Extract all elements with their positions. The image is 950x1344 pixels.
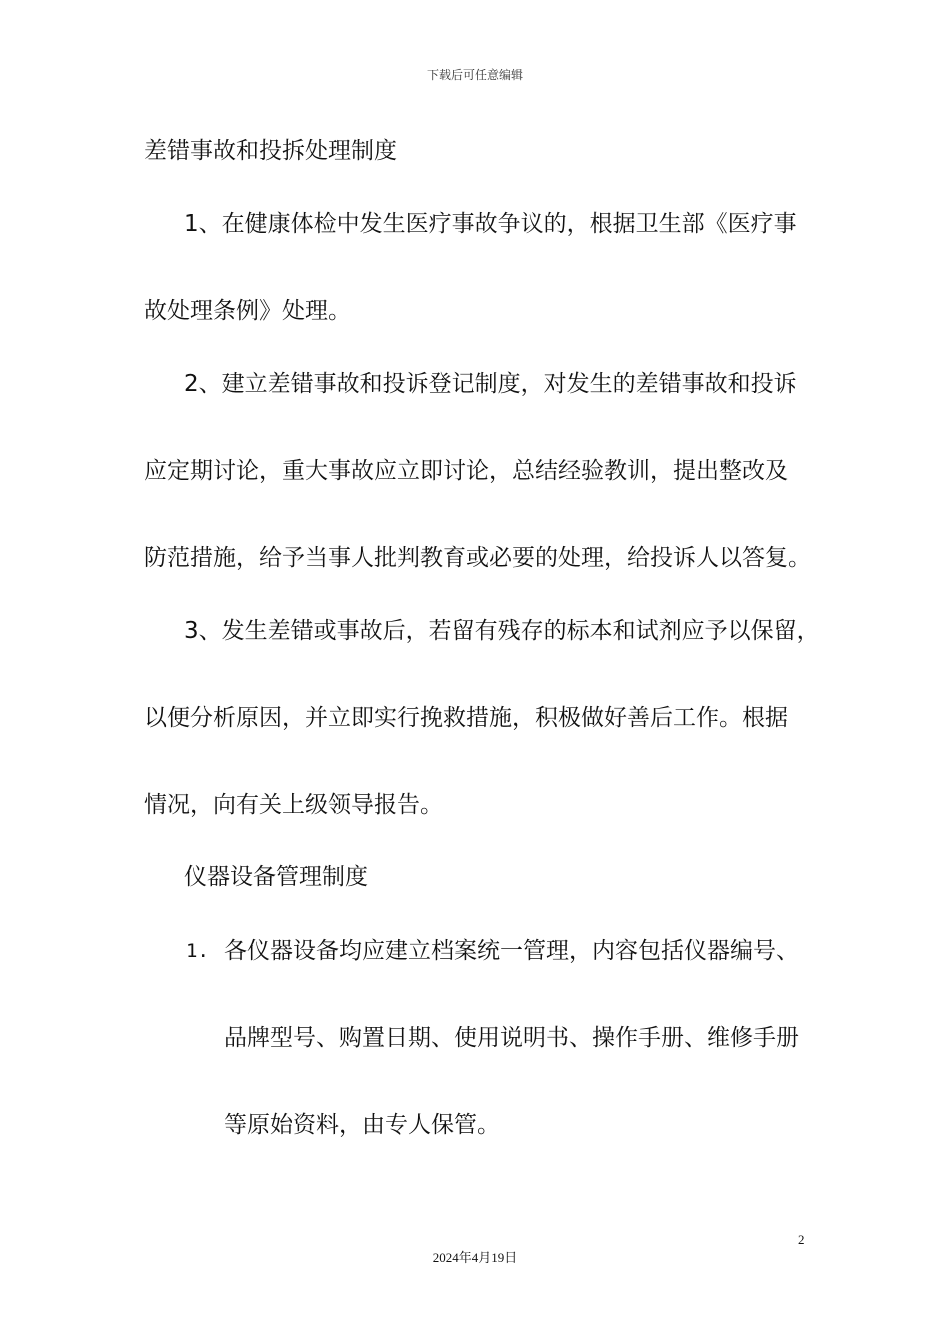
section-title: 差错事故和投拆处理制度 [144, 138, 397, 164]
paragraph-line: 3、发生差错或事故后，若留有残存的标本和试剂应予以保留， [184, 618, 820, 644]
list-item-line: 品牌型号、购置日期、使用说明书、操作手册、维修手册 [224, 1025, 799, 1051]
list-item-line: 等原始资料，由专人保管。 [224, 1112, 500, 1138]
paragraph-line: 以便分析原因，并立即实行挽救措施，积极做好善后工作。根据 [144, 705, 788, 731]
footer-date: 2024年4月19日 [432, 1250, 518, 1265]
paragraph-line: 故处理条例》处理。 [144, 298, 351, 324]
paragraph-line: 1、在健康体检中发生医疗事故争议的，根据卫生部《医疗事 [184, 211, 797, 237]
section-title: 仪器设备管理制度 [184, 864, 368, 890]
list-number: 1. [186, 940, 209, 962]
paragraph-line: 2、建立差错事故和投诉登记制度，对发生的差错事故和投诉 [184, 371, 797, 397]
list-item-line: 各仪器设备均应建立档案统一管理，内容包括仪器编号、 [224, 938, 799, 964]
page-number: 2 [798, 1232, 805, 1247]
paragraph-line: 情况，向有关上级领导报告。 [144, 792, 443, 818]
paragraph-line: 应定期讨论，重大事故应立即讨论，总结经验教训，提出整改及 [144, 458, 788, 484]
page-header: 下载后可任意编辑 [426, 68, 523, 82]
paragraph-line: 防范措施，给予当事人批判教育或必要的处理，给投诉人以答复。 [144, 545, 811, 571]
